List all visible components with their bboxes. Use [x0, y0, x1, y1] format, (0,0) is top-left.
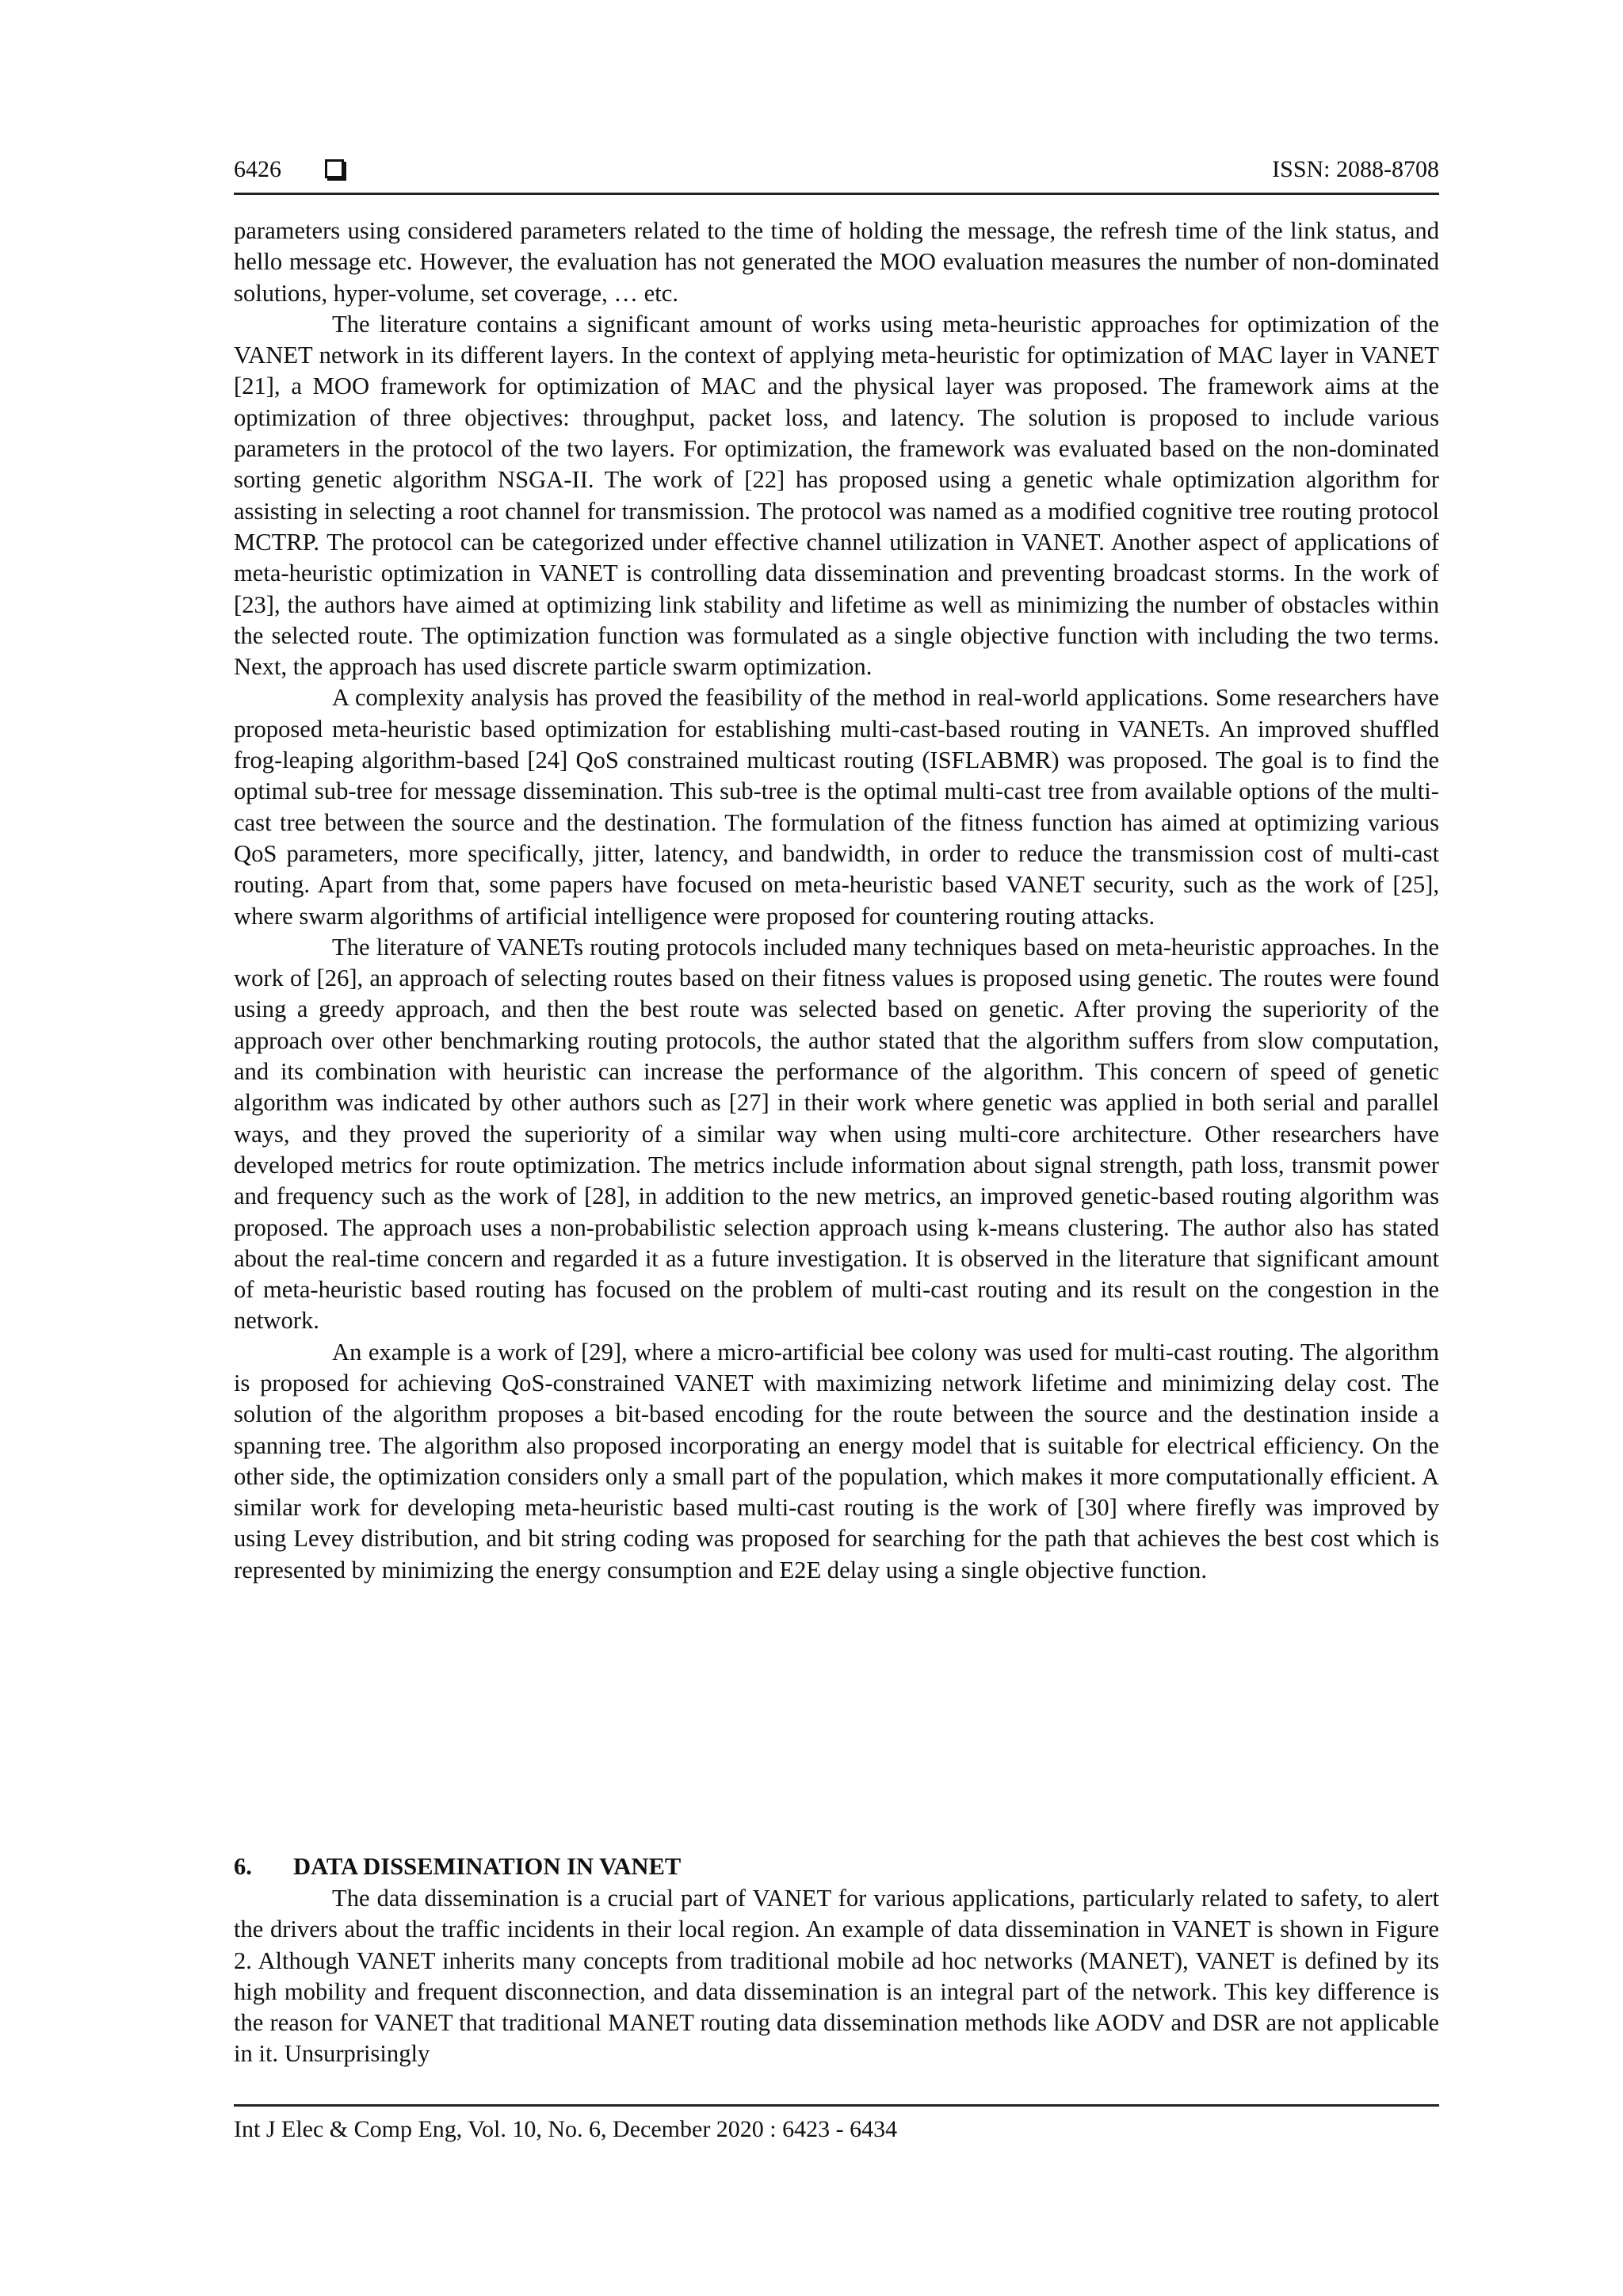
square-box-icon	[325, 159, 344, 178]
section-title: DATA DISSEMINATION IN VANET	[293, 1853, 682, 1880]
page-number: 6426	[234, 156, 281, 182]
body-text	[234, 216, 1439, 1586]
paragraph: The literature contains a significant amount of works using meta-heuristic approaches for optimization of the VANET network in its different layers. In the context of applying meta-heuristic for optimization of MAC layer in VANET [21], a MOO framework for optimization of MAC and the physical layer was proposed. The framework aims at the optimization of three objectives: throughput, packet loss, and latency. The solution is proposed to include various parameters in the protocol of the two layers. For optimization, the framework was evaluated based on the non-dominated sorting genetic algorithm NSGA-II. The work of [22] has proposed using a genetic whale optimization algorithm for assisting in selecting a root channel for transmission. The protocol was named as a modified cognitive tree routing protocol MCTRP. The protocol can be categorized under effective channel utilization in VANET. Another aspect of applications of meta-heuristic optimization in VANET is controlling data dissemination and preventing broadcast storms. In the work of [23], the authors have aimed at optimizing link stability and lifetime as well as minimizing the number of obstacles within the selected route. The optimization function was formulated as a single objective function with including the two terms. Next, the approach has used discrete particle swarm optimization.	[234, 310, 1439, 681]
section-heading	[234, 1851, 681, 1882]
paragraph: An example is a work of [29], where a micro-artificial bee colony was used for multi-cast routing. The algorithm is proposed for achieving QoS-constrained VANET with maximizing network lifetime and minimizing delay cost. The solution of the algorithm proposes a bit-based encoding for the route between the source and the destination inside a spanning tree. The algorithm also proposed incorporating an energy model that is suitable for electrical efficiency. On the other side, the optimization considers only a small part of the population, which makes it more computationally efficient. A similar work for developing meta-heuristic based multi-cast routing is the work of [30] where firefly was improved by using Levey distribution, and bit string coding was proposed for searching for the path that achieves the best cost which is represented by minimizing the energy consumption and E2E delay using a single objective function.	[234, 1338, 1439, 1584]
paragraph: A complexity analysis has proved the feasibility of the method in real-world applications. Some researchers have proposed meta-heuristic based optimization for establishing multi-cast-based routing in VANETs. An improved shuffled frog-leaping algorithm-based [24] QoS constrained multicast routing (ISFLABMR) was proposed. The goal is to find the optimal sub-tree for message dissemination. This sub-tree is the optimal multi-cast tree from available options of the multi-cast tree between the source and the destination. The formulation of the fitness function has aimed at optimizing various QoS parameters, more specifically, jitter, latency, and bandwidth, in order to reduce the transmission cost of multi-cast routing. Apart from that, some papers have focused on meta-heuristic based VANET security, such as the work of [25], where swarm algorithms of artificial intelligence were proposed for countering routing attacks.	[234, 684, 1439, 930]
paragraph: The data dissemination is a crucial part of VANET for various applications, particularly related to safety, to alert the drivers about the traffic incidents in their local region. An example of data dissemination in VANET is shown in Figure 2. Although VANET inherits many concepts from traditional mobile ad hoc networks (MANET), VANET is defined by its high mobility and frequent disconnection, and data dissemination is an integral part of the network. This key difference is the reason for VANET that traditional MANET routing data dissemination methods like AODV and DSR are not applicable in it. Unsurprisingly	[234, 1885, 1439, 2068]
page-footer	[234, 2104, 1439, 2143]
section-text	[234, 1883, 1439, 2070]
paragraph-continuation: parameters using considered parameters related to the time of holding the message, the refresh time of the link status, and hello message etc. However, the evaluation has not generated the MOO evaluation measures the number of non-dominated solutions, hyper-volume, set coverage, … etc.	[234, 217, 1439, 307]
page-header	[234, 155, 1439, 195]
journal-citation: Int J Elec & Comp Eng, Vol. 10, No. 6, December 2020 : 6423 - 6434	[234, 2116, 898, 2142]
issn-label: ISSN: 2088-8708	[1272, 156, 1439, 182]
paragraph: The literature of VANETs routing protocols included many techniques based on meta-heuristic approaches. In the work of [26], an approach of selecting routes based on their fitness values is proposed using genetic. The routes were found using a greedy approach, and then the best route was selected based on genetic. After proving the superiority of the approach over other benchmarking routing protocols, the author stated that the algorithm suffers from slow computation, and its combination with heuristic can increase the performance of the algorithm. This concern of speed of genetic algorithm was indicated by other authors such as [27] in their work where genetic was applied in both serial and parallel ways, and they proved the superiority of a similar way when using multi-core architecture. Other researchers have developed metrics for route optimization. The metrics include information about signal strength, path loss, transmit power and frequency such as the work of [28], in addition to the new metrics, an improved genetic-based routing algorithm was proposed. The approach uses a non-probabilistic selection approach using k-means clustering. The author also has stated about the real-time concern and regarded it as a future investigation. It is observed in the literature that significant amount of meta-heuristic based routing has focused on the problem of multi-cast routing and its result on the congestion in the network.	[234, 933, 1439, 1335]
section-number: 6.	[234, 1853, 252, 1880]
